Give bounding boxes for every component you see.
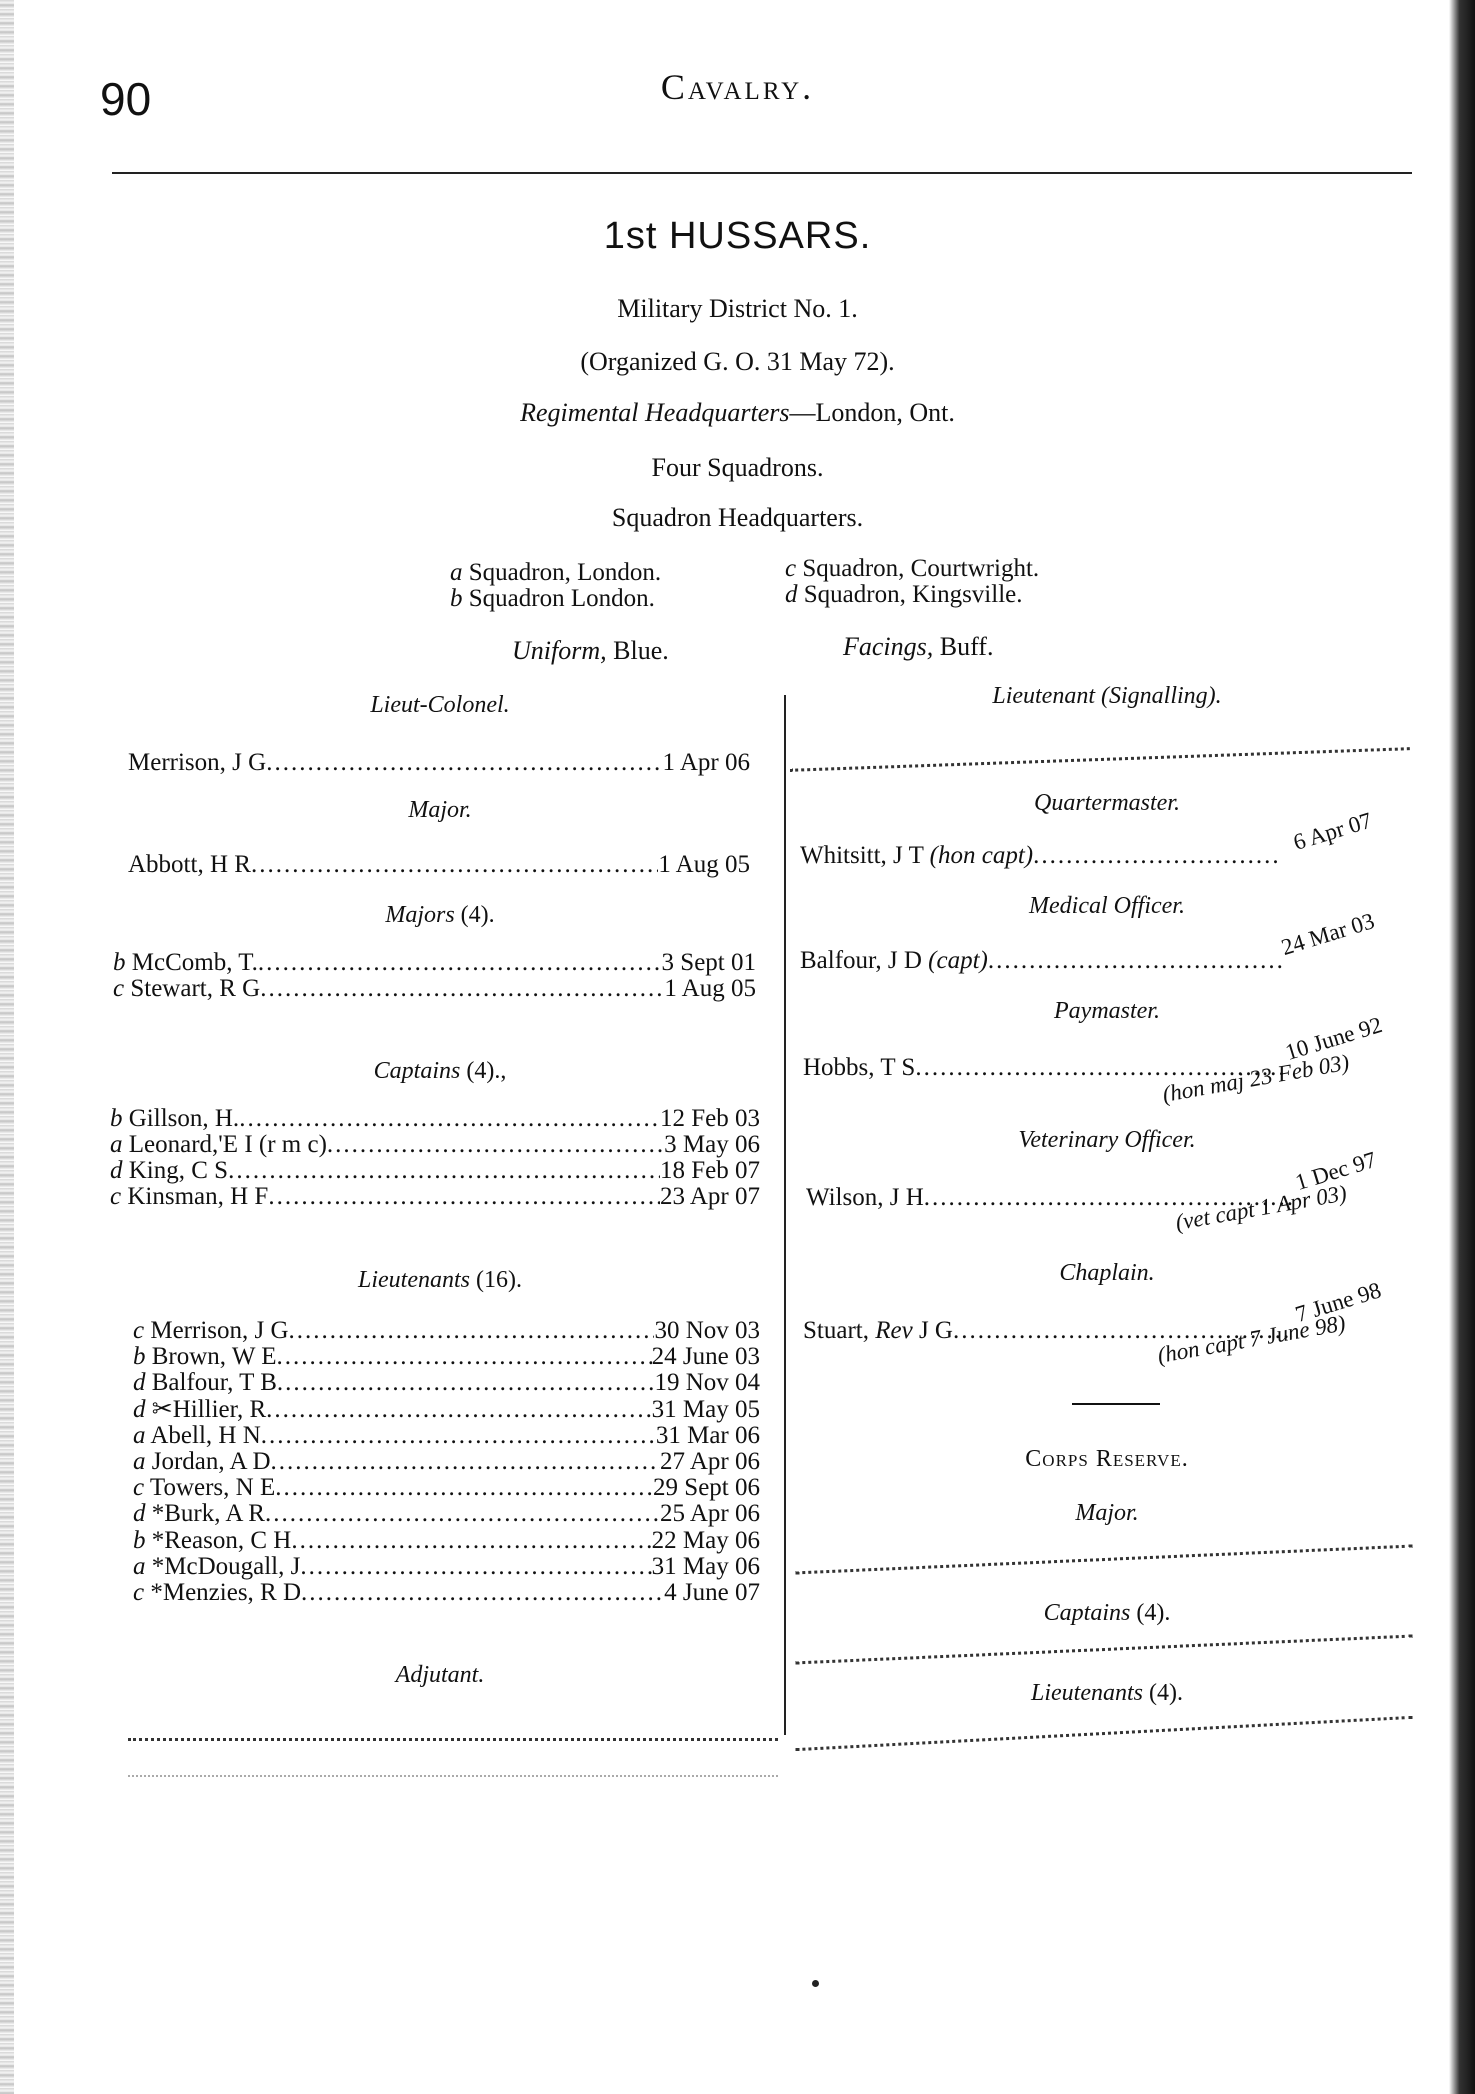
paymaster-date: 10 June 92 (1282, 1011, 1386, 1066)
organized-line: (Organized G. O. 31 May 72). (580, 347, 895, 376)
corps-reserve-captains-dotted-line (795, 1635, 1413, 1665)
squadron-hq-line: Squadron Headquarters. (611, 503, 864, 532)
roster-entry: d *Burk, A R ..... 25 Apr 06 (133, 1501, 760, 1527)
chaplain-date: 7 June 98 (1292, 1277, 1385, 1328)
roster-entry: c Kinsman, H F ..... 23 Apr 07 (110, 1184, 760, 1210)
roster-entry: d King, C S ..... 18 Feb 07 (110, 1158, 760, 1184)
quartermaster-entry: Whitsitt, J T (hon capt) ..... (800, 843, 1280, 869)
hq-value: —London, Ont. (789, 398, 955, 427)
paymaster-heading: Paymaster. (1054, 998, 1160, 1024)
roster-entry: a Leonard,'E I (r m c) ..... 3 May 06 (110, 1132, 760, 1158)
roster-entry: c Stewart, R G ..... 1 Aug 05 (113, 976, 756, 1002)
adjutant-dotted-line (128, 1738, 778, 1741)
roster-entry: c Merrison, J G ..... 30 Nov 03 (133, 1318, 760, 1344)
roster-entry: b *Reason, C H ..... 22 May 06 (133, 1528, 760, 1554)
major-heading: Major. (408, 797, 472, 823)
roster-entry: a *McDougall, J ..... 31 May 06 (133, 1554, 760, 1580)
running-head: Cavalry. (660, 67, 815, 107)
corps-reserve-lieutenants-dotted-line (795, 1716, 1412, 1751)
adjutant-heading: Adjutant. (395, 1662, 485, 1688)
header-rule (112, 172, 1412, 174)
bottom-faint-rule (128, 1775, 778, 1777)
paymaster-hon-note: (hon maj 23 Feb 03) (1160, 1049, 1352, 1108)
quartermaster-date: 6 Apr 07 (1290, 807, 1375, 856)
majors-heading: Majors (4). (385, 902, 495, 928)
page-speck (812, 1980, 819, 1987)
headquarters-line (0, 398, 1475, 428)
major-entry: Abbott, H R ..... 1 Aug 05 (128, 852, 750, 878)
section-separator (1072, 1403, 1160, 1405)
roster-entry: b Brown, W E ..... 24 June 03 (133, 1344, 760, 1370)
lieut-colonel-entry: Merrison, J G ..... 1 Apr 06 (128, 750, 750, 776)
veterinary-hon-note: (vet capt 1 Apr 03) (1173, 1180, 1349, 1236)
lieut-colonel-heading: Lieut-Colonel. (370, 692, 510, 718)
squadron-d: d Squadron, Kingsville. (785, 581, 1023, 608)
lt-signalling-heading: Lieutenant (Signalling). (992, 683, 1222, 709)
lieutenants-heading: Lieutenants (16). (358, 1267, 522, 1293)
chaplain-hon-note: (hon capt 7 June 98) (1155, 1310, 1348, 1369)
corps-reserve-major-heading: Major. (1075, 1500, 1139, 1526)
veterinary-heading: Veterinary Officer. (1018, 1127, 1196, 1153)
roster-entry: a Jordan, A D ..... 27 Apr 06 (133, 1449, 760, 1475)
hq-label: Regimental Headquarters (520, 398, 790, 427)
paymaster-entry: Hobbs, T S ..... (803, 1055, 1288, 1081)
roster-entry: a Abell, H N ..... 31 Mar 06 (133, 1423, 760, 1449)
column-divider (784, 695, 786, 1735)
veterinary-entry: Wilson, J H ..... (806, 1185, 1296, 1211)
facings-line: Facings, Buff. (843, 632, 994, 661)
medical-heading: Medical Officer. (1029, 893, 1185, 919)
district-line: Military District No. 1. (617, 294, 858, 323)
page-number: 90 (100, 73, 152, 125)
roster-entry: b McComb, T. ..... 3 Sept 01 (113, 950, 756, 976)
uniform-line: Uniform, Blue. (512, 636, 669, 665)
squadrons-line: Four Squadrons. (651, 453, 824, 482)
captains-heading: Captains (4)., (373, 1058, 507, 1084)
corps-reserve-major-dotted-line (795, 1545, 1413, 1575)
corps-reserve-heading: Corps Reserve. (1025, 1446, 1189, 1472)
roster-entry: c Towers, N E ..... 29 Sept 06 (133, 1475, 760, 1501)
corps-reserve-lieutenants-heading: Lieutenants (4). (1031, 1680, 1183, 1706)
regiment-title: 1st HUSSARS. (603, 215, 872, 257)
medical-date: 24 Mar 03 (1278, 908, 1378, 961)
corps-reserve-captains-heading: Captains (4). (1043, 1600, 1171, 1626)
roster-entry: b Gillson, H. ..... 12 Feb 03 (110, 1106, 760, 1132)
lt-signalling-dotted-line (790, 747, 1410, 772)
quartermaster-heading: Quartermaster. (1033, 790, 1180, 816)
chaplain-entry: Stuart, Rev J G ..... (803, 1318, 1293, 1344)
squadron-c: c Squadron, Courtwright. (785, 555, 1040, 582)
roster-entry: d ✂Hillier, R ..... 31 May 05 (133, 1397, 760, 1423)
roster-entry: d Balfour, T B ..... 19 Nov 04 (133, 1370, 760, 1396)
medical-entry: Balfour, J D (capt) ..... (800, 948, 1282, 974)
veterinary-date: 1 Dec 97 (1292, 1146, 1380, 1196)
chaplain-heading: Chaplain. (1059, 1260, 1155, 1286)
roster-entry: c *Menzies, R D ..... 4 June 07 (133, 1580, 760, 1606)
squadron-a: a Squadron, London. (450, 559, 662, 586)
squadron-b: b Squadron London. (450, 585, 655, 612)
